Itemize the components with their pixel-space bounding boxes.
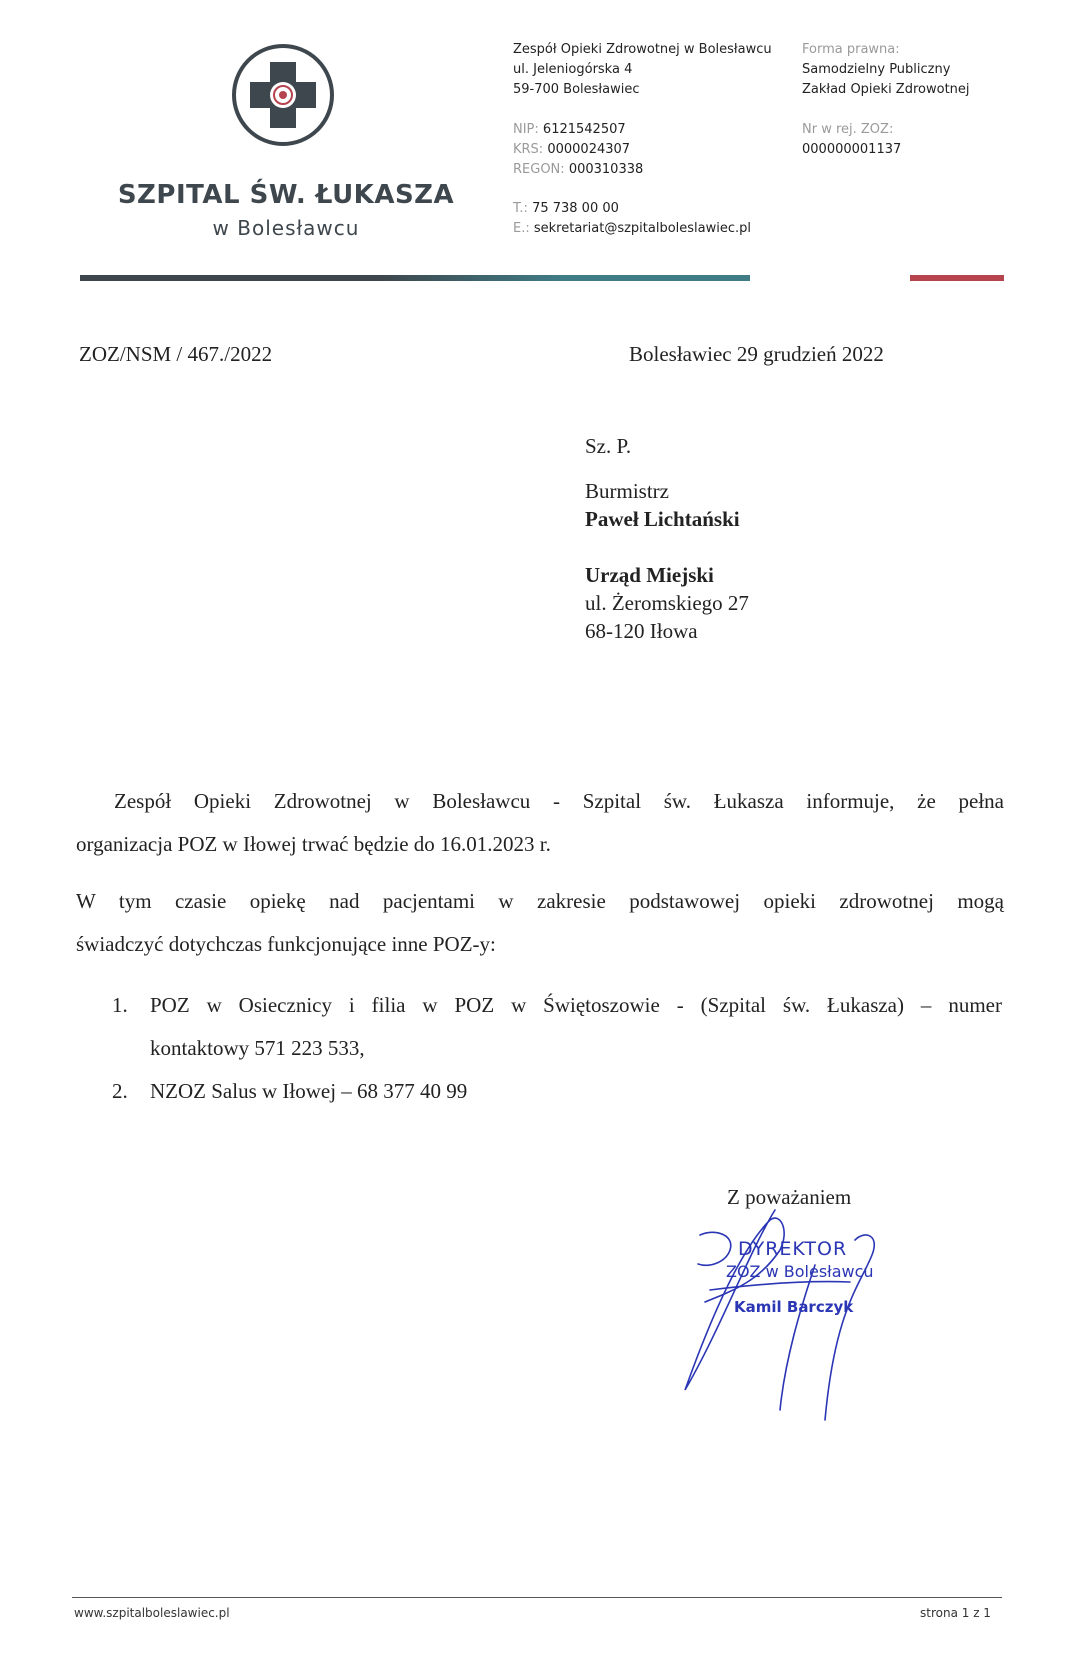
paragraph-1-line2: organizacja POZ w Iłowej trwać będzie do 16.01.2023 r. bbox=[76, 832, 551, 856]
tel-label: T.: bbox=[513, 201, 528, 216]
footer-website[interactable]: www.szpitalboleslawiec.pl bbox=[74, 1606, 230, 1620]
recipient-street: ul. Żeromskiego 27 bbox=[585, 591, 749, 615]
footer-divider bbox=[72, 1597, 1002, 1598]
list-item-1-line1: POZ w Osiecznicy i filia w POZ w Świętoszowie - (Szpital św. Łukasza) – numer bbox=[150, 993, 1002, 1017]
footer-page-number: strona 1 z 1 bbox=[920, 1606, 991, 1620]
reference-number: ZOZ/NSM / 467./2022 bbox=[79, 342, 273, 366]
address-street: ul. Jeleniogórska 4 bbox=[513, 62, 633, 77]
address-name: Zespół Opieki Zdrowotnej w Bolesławcu bbox=[513, 42, 772, 57]
recipient-name: Paweł Lichtański bbox=[585, 507, 740, 531]
regon-row bbox=[513, 160, 643, 180]
nip-row bbox=[513, 120, 643, 140]
paragraph-2 bbox=[76, 880, 1004, 966]
contact-block bbox=[513, 199, 751, 239]
legal-form-label: Forma prawna: bbox=[802, 42, 900, 57]
tel-row bbox=[513, 199, 751, 219]
list-item-2-number: 2. bbox=[112, 1079, 128, 1103]
email-label: E.: bbox=[513, 221, 530, 236]
register-block bbox=[802, 120, 901, 160]
krs-row bbox=[513, 140, 643, 160]
email-row bbox=[513, 219, 751, 239]
register-number: 000000001137 bbox=[802, 142, 902, 157]
legal-form-line2: Zakład Opieki Zdrowotnej bbox=[802, 82, 970, 97]
nip-label: NIP: bbox=[513, 122, 539, 137]
hospital-city: w Bolesławcu bbox=[212, 216, 360, 240]
tel-value: 75 738 00 00 bbox=[532, 201, 619, 216]
paragraph-1-line1: Zespół Opieki Zdrowotnej w Bolesławcu - Szpital św. Łukasza informuje, że pełna bbox=[114, 789, 1004, 813]
registry-block bbox=[513, 120, 643, 180]
handwritten-signature bbox=[640, 1190, 900, 1430]
recipient-city: 68-120 Iłowa bbox=[585, 619, 698, 643]
letter-date: Bolesławiec 29 grudzień 2022 bbox=[629, 342, 884, 366]
salutation: Sz. P. bbox=[585, 434, 632, 458]
address-city: 59-700 Bolesławiec bbox=[513, 82, 640, 97]
header-divider bbox=[80, 275, 1004, 281]
regon-value: 000310338 bbox=[568, 162, 644, 177]
stamp-organization: ZOZ w Bolesławcu bbox=[726, 1262, 874, 1281]
stamp-name: Kamil Barczyk bbox=[734, 1298, 854, 1316]
krs-label: KRS: bbox=[513, 142, 544, 157]
hospital-name: SZPITAL ŚW. ŁUKASZA bbox=[117, 180, 455, 210]
recipient-office: Urząd Miejski bbox=[585, 563, 714, 587]
paragraph-1 bbox=[76, 780, 1004, 866]
stamp-title: DYREKTOR bbox=[738, 1238, 848, 1260]
address-block bbox=[513, 40, 772, 100]
email-value: sekretariat@szpitalboleslawiec.pl bbox=[533, 221, 752, 236]
recipient-title: Burmistrz bbox=[585, 479, 669, 503]
hospital-cross-logo bbox=[230, 42, 336, 148]
paragraph-2-line2: świadczyć dotychczas funkcjonujące inne POZ-y: bbox=[76, 932, 496, 956]
legal-form-block bbox=[802, 40, 970, 100]
list-item-1-line2: kontaktowy 571 223 533, bbox=[150, 1036, 365, 1060]
register-label: Nr w rej. ZOZ: bbox=[802, 122, 894, 137]
list-item-2-line1: NZOZ Salus w Iłowej – 68 377 40 99 bbox=[150, 1079, 468, 1103]
krs-value: 0000024307 bbox=[547, 142, 631, 157]
paragraph-2-line1: W tym czasie opiekę nad pacjentami w zakresie podstawowej opieki zdrowotnej mogą bbox=[76, 889, 1004, 913]
legal-form-line1: Samodzielny Publiczny bbox=[802, 62, 951, 77]
nip-value: 6121542507 bbox=[542, 122, 626, 137]
list-item-1-number: 1. bbox=[112, 993, 128, 1017]
closing: Z poważaniem bbox=[727, 1185, 852, 1209]
regon-label: REGON: bbox=[513, 162, 565, 177]
